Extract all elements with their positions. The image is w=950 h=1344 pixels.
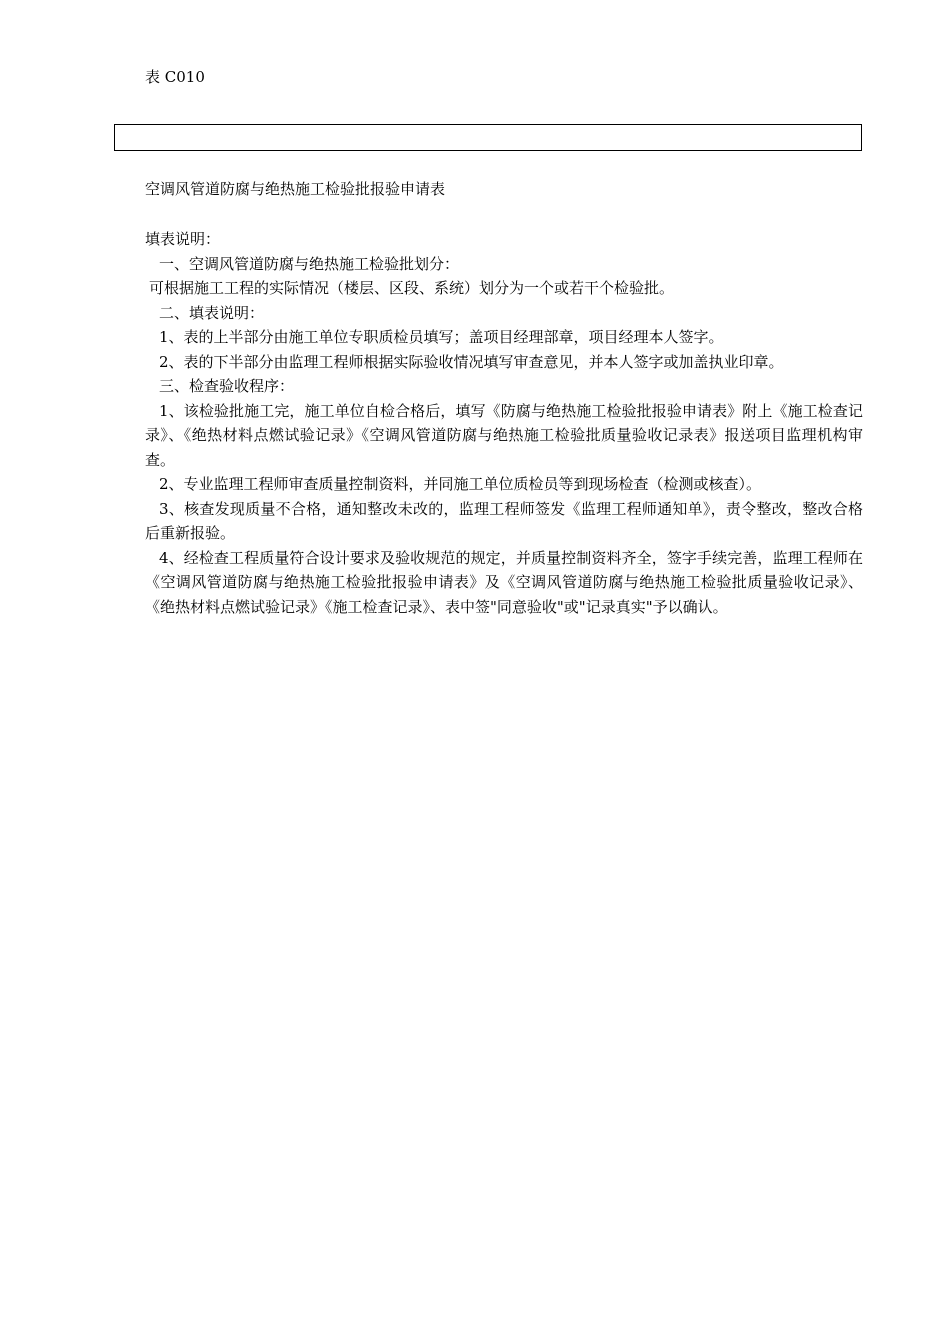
section-three-item-1: 1、该检验批施工完，施工单位自检合格后，填写《防腐与绝热施工检验批报验申请表》附上《施工检查记录》、《绝热材料点燃试验记录》《空调风管道防腐与绝热施工检验批质量验收记录表》报送项目监理机构审查。 xyxy=(145,401,863,469)
empty-table-box xyxy=(114,124,862,151)
section-two-item-1: 1、表的上半部分由施工单位专职质检员填写；盖项目经理部章，项目经理本人签字。 xyxy=(159,328,724,346)
section-two-heading: 二、填表说明： xyxy=(159,303,265,322)
section-three-item-3: 3、核查发现质量不合格，通知整改未改的，监理工程师签发《监理工程师通知单》，责令整改，整改合格后重新报验。 xyxy=(145,499,863,542)
form-code: 表 C010 xyxy=(145,68,205,86)
notes-heading: 填表说明： xyxy=(145,230,221,248)
section-one-heading: 一、空调风管道防腐与绝热施工检验批划分： xyxy=(159,254,460,273)
section-two-item-2: 2、表的下半部分由监理工程师根据实际验收情况填写审查意见，并本人签字或加盖执业印章。 xyxy=(159,352,784,371)
section-three-item-4: 4、经检查工程质量符合设计要求及验收规范的规定，并质量控制资料齐全，签字手续完善，监理工程师在《空调风管道防腐与绝热施工检验批报验申请表》及《空调风管道防腐与绝热施工检验批质量验收记录》、《绝热材料点燃试验记录》《施工检查记录》、表中签"同意验收"或"记录真实"予以确认。 xyxy=(145,548,863,616)
section-three-item-2: 2、专业监理工程师审查质量控制资料，并同施工单位质检员等到现场检查（检测或核查）。 xyxy=(159,475,762,493)
section-one-text: 可根据施工工程的实际情况（楼层、区段、系统）划分为一个或若干个检验批。 xyxy=(149,279,675,297)
document-title: 空调风管道防腐与绝热施工检验批报验申请表 xyxy=(145,180,446,198)
section-three-heading: 三、检查验收程序： xyxy=(159,377,295,395)
fill-instructions xyxy=(145,227,863,619)
